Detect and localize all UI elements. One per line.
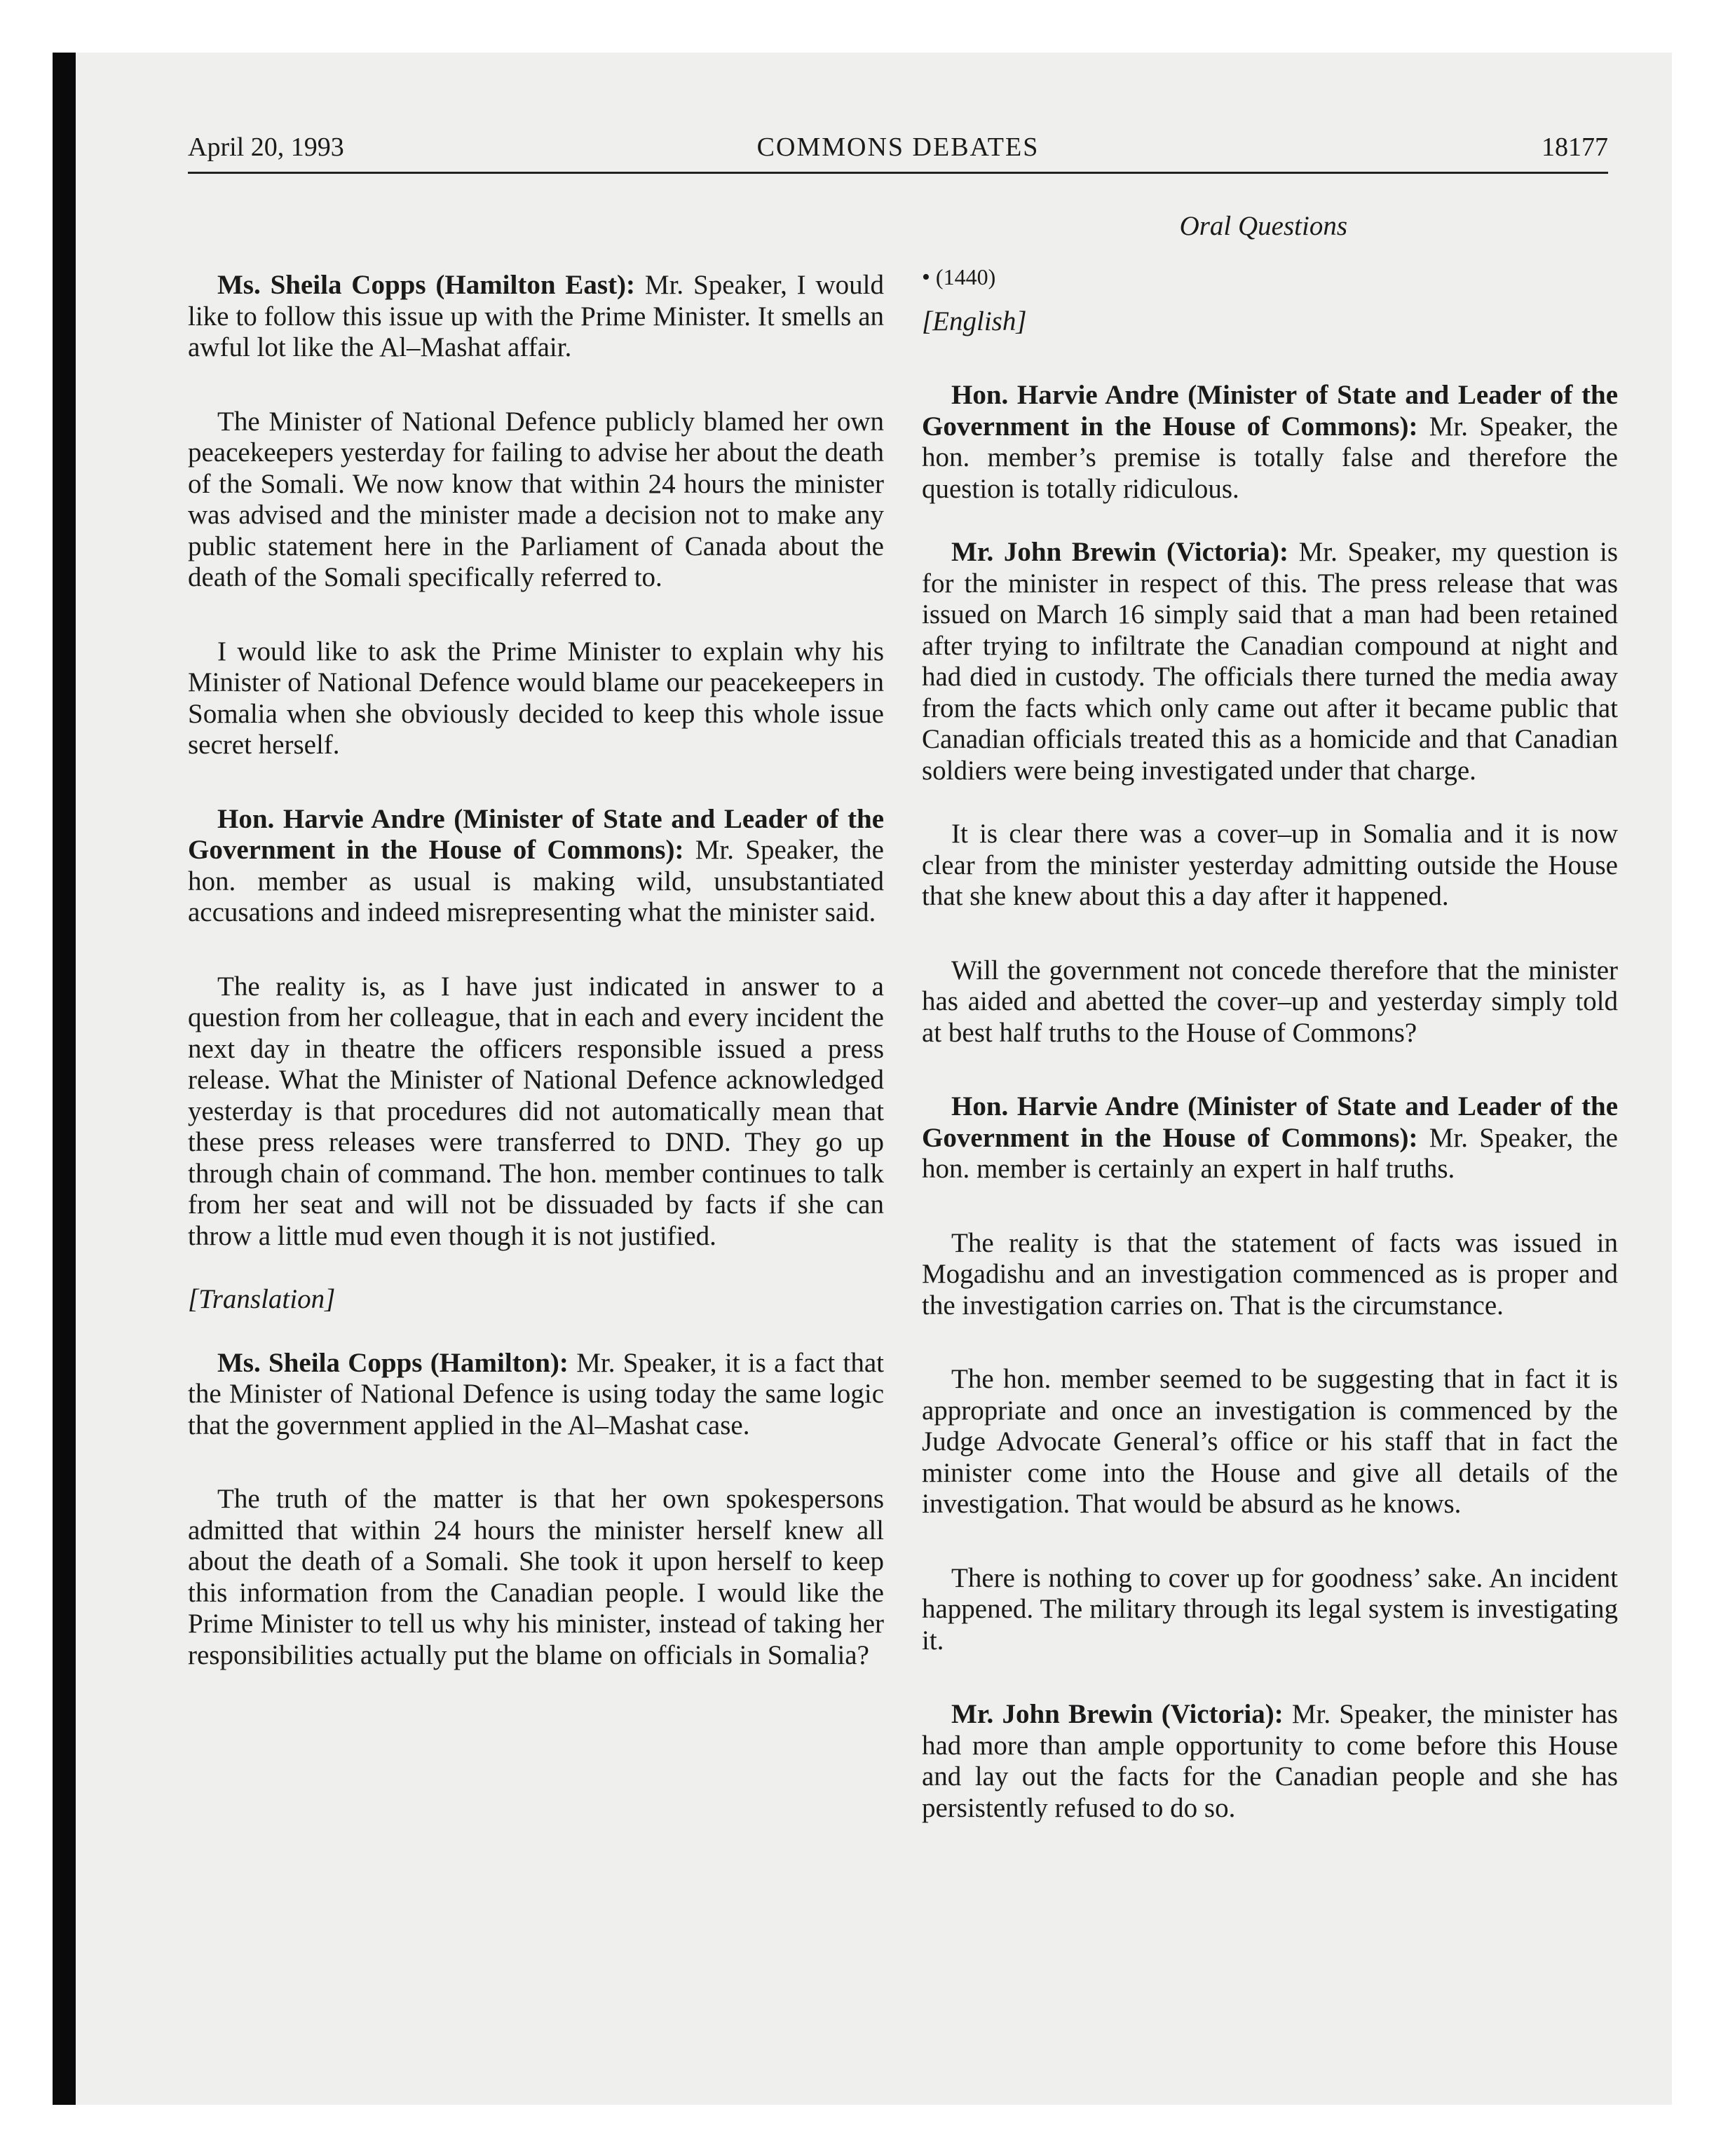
- paragraph-text: Mr. Speaker, the minister has had more than ample opportunity to come before this House and lay out the facts for the Canadian people and she has persistently refused to do so.: [922, 1699, 1618, 1823]
- paragraph: [922, 1364, 1618, 1520]
- paragraph: [188, 407, 884, 594]
- paragraph-text: Mr. Speaker, my question is for the minister in respect of this. The press release that was issued on March 16 simply said that a man had been retained after trying to infiltrate the Canadian compound at night and had died in custody. The officials there turned the media away from the facts which only came out after it became public that Canadian officials treated this as a homicide and that Canadian soldiers were being investigated under that charge.: [922, 537, 1618, 786]
- speaker-name: Mr. John Brewin (Victoria):: [951, 1699, 1284, 1729]
- paragraph: [922, 1091, 1618, 1185]
- header-rule: [188, 172, 1608, 174]
- paragraph-text: The reality is that the statement of facts was issued in Mogadishu and an investigation commenced as is proper and the investigation carries on. That is the circumstance.: [922, 1227, 1618, 1321]
- bullet-icon: •: [922, 264, 930, 290]
- paragraph: [922, 1563, 1618, 1657]
- speaker-name: Hon. Harvie Andre (Minister of State and Leader of the Government in the House of Commons):: [188, 803, 884, 865]
- language-marker: [English]: [922, 306, 1027, 336]
- paragraph-text: I would like to ask the Prime Minister to explain why his Minister of National Defence would blame our peacekeepers in Somalia when she obviously decided to keep this whole issue secret herself.: [188, 636, 884, 760]
- language-marker: [Translation]: [188, 1284, 336, 1314]
- paragraph-text: Mr. Speaker, the hon. member is certainly an expert in half truths.: [922, 1122, 1618, 1184]
- speaker-name: Hon. Harvie Andre (Minister of State and Leader of the Government in the House of Commons):: [922, 380, 1618, 442]
- paragraph-text: The hon. member seemed to be suggesting that in fact it is appropriate and once an investigation is commenced by the Judge Advocate General’s office or his staff that in fact the minister come into the House and give all details of the investigation. That would be absurd as he knows.: [922, 1364, 1618, 1519]
- speaker-name: Mr. John Brewin (Victoria):: [951, 537, 1288, 567]
- paragraph: [188, 270, 884, 364]
- paragraph: [922, 380, 1618, 505]
- page-header: [188, 132, 1608, 168]
- paragraph-text: It is clear there was a cover–up in Somalia and it is now clear from the minister yesterday admitting outside the House that she knew about this a day after it happened.: [922, 819, 1618, 911]
- paragraph: [188, 1348, 884, 1442]
- scan-border: [53, 53, 76, 2105]
- paragraph: [922, 819, 1618, 913]
- paragraph: [188, 1484, 884, 1671]
- header-title: COMMONS DEBATES: [756, 132, 1040, 162]
- paragraph: [188, 971, 884, 1253]
- paragraph: [922, 955, 1618, 1049]
- left-column: [188, 270, 884, 1671]
- paragraph-text: Mr. Speaker, I would like to follow this issue up with the Prime Minister. It smells an awful lot like the Al–Mashat affair.: [188, 270, 885, 362]
- speaker-name: Ms. Sheila Copps (Hamilton East):: [217, 270, 636, 300]
- time-marker-text: (1440): [935, 264, 996, 289]
- paragraph-text: There is nothing to cover up for goodness’ sake. An incident happened. The military through its legal system is investigating it.: [922, 1562, 1618, 1656]
- speaker-name: Hon. Harvie Andre (Minister of State and Leader of the Government in the House of Commons):: [922, 1091, 1618, 1153]
- section-label: Oral Questions: [1179, 211, 1347, 241]
- paragraph-text: Mr. Speaker, the hon. member’s premise is totally false and therefore the question is totally ridiculous.: [922, 411, 1618, 504]
- time-marker: [922, 261, 1618, 294]
- paragraph: [922, 1699, 1618, 1824]
- paragraph: [188, 804, 884, 929]
- paragraph: [188, 636, 884, 761]
- paragraph-text: The Minister of National Defence publicly blamed her own peacekeepers yesterday for failing to advise her about the death of the Somali. We now know that within 24 hours the minister was advised and the minister made a decision not to make any public statement here in the Parliament of Canada about the death of the Somali specifically referred to.: [188, 406, 884, 592]
- header-date: April 20, 1993: [188, 132, 344, 162]
- paragraph-text: Mr. Speaker, the hon. member as usual is making wild, unsubstantiated accusations and indeed misrepresenting what the minister said.: [188, 835, 884, 927]
- paragraph-text: Mr. Speaker, it is a fact that the Minister of National Defence is using today the same logic that the government applied in the Al–Mashat case.: [188, 1347, 885, 1440]
- speaker-name: Ms. Sheila Copps (Hamilton):: [217, 1347, 569, 1378]
- paragraph-text: Will the government not concede therefore that the minister has aided and abetted the cover–up and yesterday simply told at best half truths to the House of Commons?: [922, 955, 1618, 1048]
- paragraph-text: The reality is, as I have just indicated in answer to a question from her colleague, that in each and every incident the next day in theatre the officers responsible issued a press release. What the Minister of National Defence acknowledged yesterday is that procedures did not automatically mean that these press releases were transferred to DND. They go up through chain of command. The hon. member continues to talk from her seat and will not be dissuaded by facts if she can throw a little mud even though it is not justified.: [188, 971, 884, 1251]
- paragraph: [922, 537, 1618, 786]
- right-column: [922, 261, 1618, 1824]
- paragraph-text: The truth of the matter is that her own spokespersons admitted that within 24 hours the minister herself knew all about the death of a Somali. She took it upon herself to keep this information from the Canadian people. I would like the Prime Minister to tell us why his minister, instead of taking her responsibilities actually put the blame on officials in Somalia?: [188, 1484, 884, 1670]
- paragraph: [922, 1228, 1618, 1322]
- page-number: 18177: [1542, 132, 1608, 162]
